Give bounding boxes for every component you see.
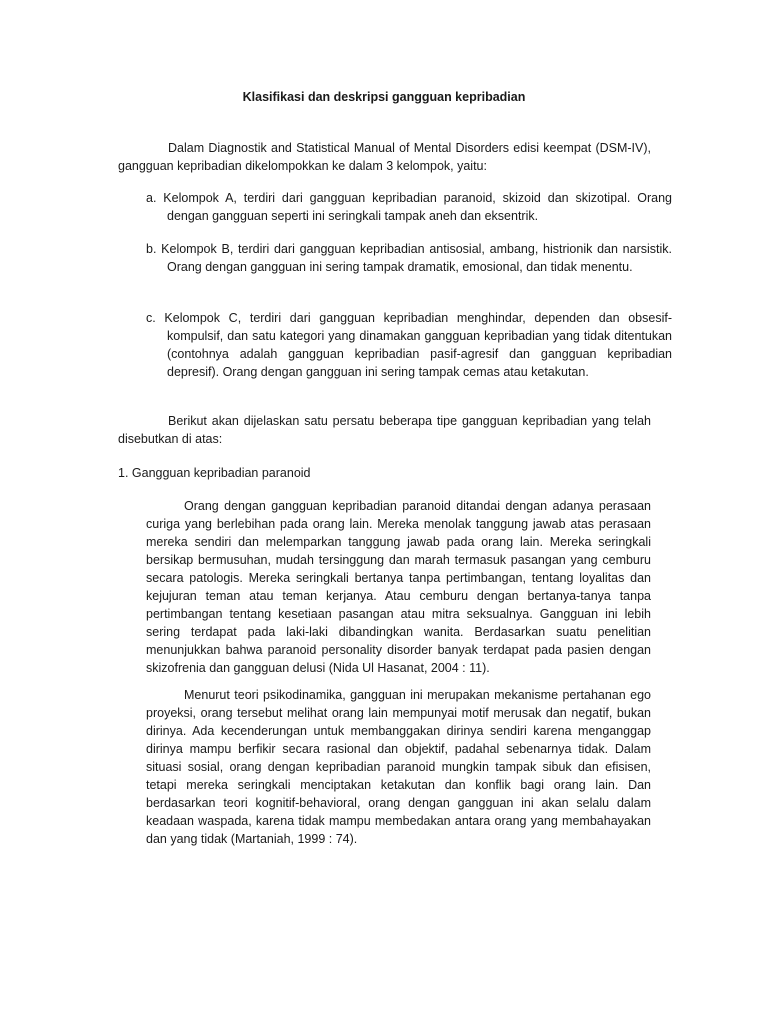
section-paragraph-1: Orang dengan gangguan kepribadian paranoid ditandai dengan adanya perasaan curiga yang berlebihan pada orang lain. Mereka menolak tanggung jawab atas perasaan mereka sendiri dan melemparkan tanggung jawab pada orang lain. Mereka seringkali bersikap bermusuhan, mudah tersinggung dan marah termasuk pasangan yang cemburu secara patologis. Mereka seringkali bertanya tanpa pertimbangan, tentang loyalitas dan kejujuran teman atau teman kerjanya. Atau cemburu dengan bertanya-tanya tanpa pertimbangan tentang kesetiaan pasangan atau mitra seksualnya. Gangguan ini lebih sering terdapat pada laki-laki dibandingkan wanita. Berdasarkan suatu penelitian menunjukkan bahwa paranoid personality disorder banyak terdapat pada pasien dengan skizofrenia dan gangguan delusi (Nida Ul Hasanat, 2004 : 11). [146, 499, 651, 675]
list-item-group-b: b. Kelompok B, terdiri dari gangguan kepribadian antisosial, ambang, histrionik dan narsistik. Orang dengan gangguan ini sering tampak dramatik, emosional, dan tidak menentu. [146, 242, 672, 274]
intro-paragraph: Dalam Diagnostik and Statistical Manual of Mental Disorders edisi keempat (DSM-IV), gangguan kepribadian dikelompokkan ke dalam 3 kelompok, yaitu: [118, 141, 651, 173]
list-item-group-c: c. Kelompok C, terdiri dari gangguan kepribadian menghindar, dependen dan obsesif-kompulsif, dan satu kategori yang dinamakan gangguan kepribadian yang tidak ditentukan (contohnya adalah gangguan kepribadian pasif-agresif dan gangguan kepribadian depresif). Orang dengan gangguan ini sering tampak cemas atau ketakutan. [146, 311, 672, 379]
section-paragraph-2: Menurut teori psikodinamika, gangguan ini merupakan mekanisme pertahanan ego proyeksi, orang tersebut melihat orang lain mempunyai motif merusak dan negatif, bukan dirinya. Ada kecenderungan untuk membanggakan dirinya sendiri karena menganggap dirinya mampu berfikir secara rasional dan objektif, padahal sebenarnya tidak. Dalam situasi sosial, orang dengan kepribadian paranoid mungkin tampak sibuk dan efisisen, tetapi mereka seringkali menciptakan ketakutan dan konflik bagi orang lain. Dan berdasarkan teori kognitif-behavioral, orang dengan gangguan ini akan selalu dalam keadaan waspada, karena tidak mampu membedakan antara orang yang membahayakan dan yang tidak (Martaniah, 1999 : 74). [146, 688, 651, 846]
section-heading-paranoid: 1. Gangguan kepribadian paranoid [118, 466, 311, 480]
list-item-group-a: a. Kelompok A, terdiri dari gangguan kepribadian paranoid, skizoid dan skizotipal. Orang dengan gangguan seperti ini seringkali tampak aneh dan eksentrik. [146, 191, 672, 223]
document-title: Klasifikasi dan deskripsi gangguan kepribadian [242, 90, 526, 104]
transition-paragraph: Berikut akan dijelaskan satu persatu beberapa tipe gangguan kepribadian yang telah disebutkan di atas: [118, 414, 651, 446]
